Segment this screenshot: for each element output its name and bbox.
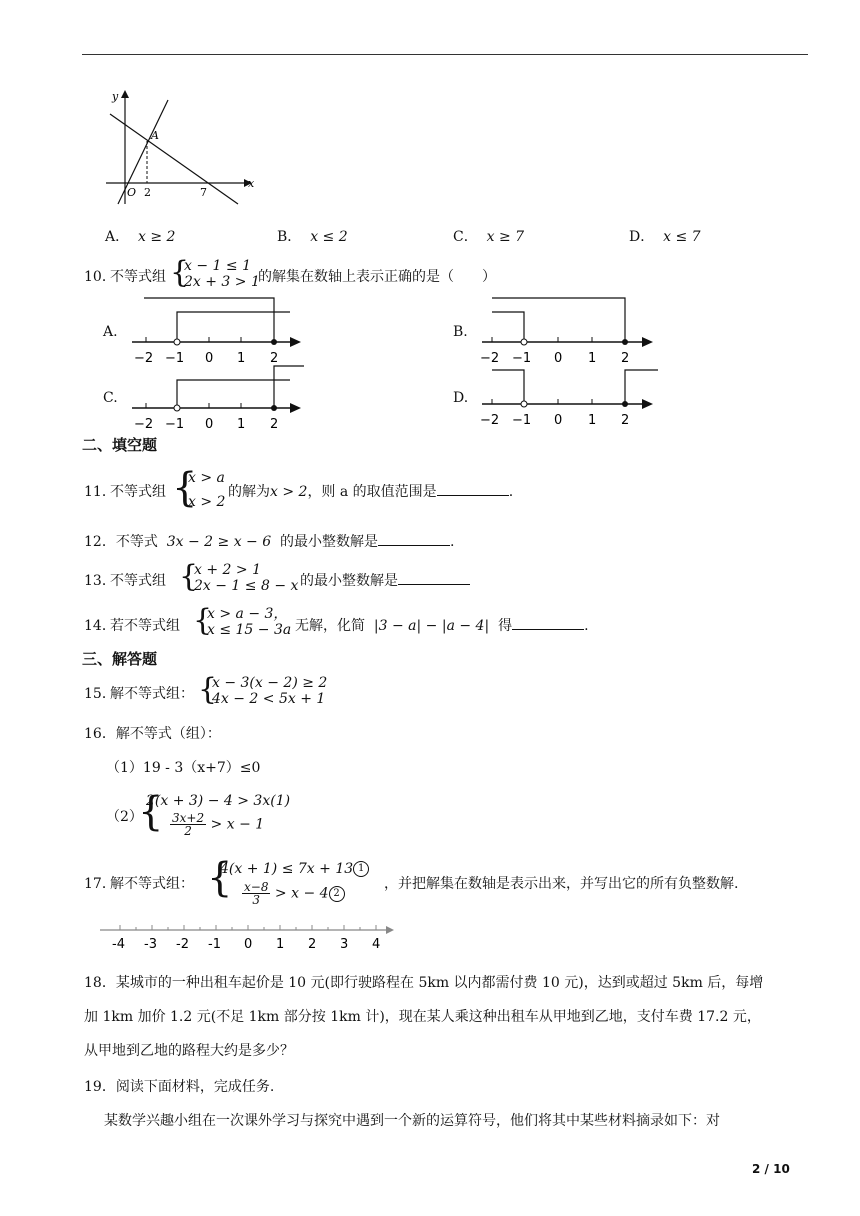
svg-text:0: 0 (205, 417, 214, 432)
q9-option-c: C． x ≥ 7 (453, 229, 525, 245)
q13-prefix: 不等式组 (110, 573, 166, 589)
q17-fraction: $\frac{x-8}{3}$ (244, 880, 269, 907)
q10-option-c-letter: C. (103, 390, 118, 406)
q10-system: x − 1 ≤ 1 2x + 3 > 1 (184, 258, 260, 290)
q17-num: 17． (84, 876, 116, 892)
svg-text:−1: −1 (512, 413, 532, 428)
svg-text:0: 0 (554, 413, 563, 428)
q10-numberline-d (478, 362, 660, 438)
svg-text:4: 4 (372, 937, 381, 952)
svg-text:-1: -1 (208, 937, 221, 952)
q16-system: 2(x + 3) − 4 > 3x(1) $\frac{3x+2}{2}$ > x − 1 (146, 793, 291, 838)
q18-line3: 从甲地到乙地的路程大约是多少？ (84, 1043, 294, 1059)
q11-brace: { (172, 465, 198, 511)
q9-option-d: D． x ≤ 7 (629, 229, 701, 245)
svg-text:0: 0 (554, 351, 563, 366)
svg-text:−2: −2 (480, 351, 500, 366)
q10-option-a-letter: A. (103, 324, 118, 340)
q11-rest: 的解为x > 2，则 a 的取值范围是 . (228, 481, 513, 501)
q14-num: 14． (84, 618, 116, 634)
q11-system: x > a x > 2 (188, 470, 226, 510)
svg-text:2: 2 (270, 417, 279, 432)
x-axis-label: x (248, 177, 255, 190)
tick-2-label: 2 (144, 186, 151, 199)
svg-text:−2: −2 (134, 417, 154, 432)
q10-option-b-letter: B. (453, 324, 468, 340)
q16-part1: （1）19 - 3（x+7）≤0 (106, 760, 261, 776)
q14-prefix: 若不等式组 (110, 618, 180, 634)
q14-rest: 无解，化简 |3 − a| − |a − 4| 得 . (295, 615, 589, 635)
svg-text:2: 2 (621, 351, 630, 366)
svg-text:1: 1 (237, 417, 246, 432)
svg-text:−1: −1 (165, 417, 185, 432)
svg-text:-4: -4 (112, 937, 125, 952)
tick-7-label: 7 (200, 186, 207, 199)
svg-text:-2: -2 (176, 937, 189, 952)
q10-brace: { (170, 255, 190, 290)
q10-prefix: 不等式组 (110, 269, 166, 285)
q16-brace: { (138, 789, 164, 835)
svg-text:2: 2 (270, 351, 279, 366)
svg-text:3: 3 (340, 937, 349, 952)
q18-line2: 加 1km 加价 1.2 元(不足 1km 部分按 1km 计)，现在某人乘这种出租车从甲地到乙地，支付车费 17.2 元， (84, 1009, 761, 1025)
q14-brace: { (193, 603, 213, 638)
q17-system: 4(x + 1) ≤ 7x + 13 1 $\frac{x-8}{3}$ > x − 4 2 (220, 857, 369, 906)
section-2-heading: 二、填空题 (82, 436, 158, 454)
q15-num: 15． (84, 686, 116, 702)
svg-text:−2: −2 (480, 413, 500, 428)
q19-line1: 19．阅读下面材料，完成任务. (84, 1079, 275, 1095)
q10-num: 10． (84, 269, 116, 285)
q18-line1: 18．某城市的一种出租车起价是 10 元(即行驶路程在 5km 以内都需付费 10 元)，达到或超过 5km 后，每增 (84, 975, 764, 991)
svg-text:-3: -3 (144, 937, 157, 952)
svg-text:1: 1 (276, 937, 285, 952)
q15-prefix: 解不等式组： (110, 686, 194, 702)
y-axis-label: y (112, 90, 119, 103)
svg-text:−2: −2 (134, 351, 154, 366)
section-3-heading: 三、解答题 (82, 650, 158, 668)
svg-text:1: 1 (588, 413, 597, 428)
svg-text:2: 2 (308, 937, 317, 952)
q13-answer-blank[interactable] (398, 570, 470, 585)
q15-system: x − 3(x − 2) ≥ 2 4x − 2 < 5x + 1 (212, 675, 328, 707)
svg-text:1: 1 (588, 351, 597, 366)
point-a-label: A (151, 129, 159, 142)
page-number: 2 / 10 (752, 1162, 790, 1176)
q17-numberline (98, 922, 398, 952)
q13-system: x + 2 > 1 2x − 1 ≤ 8 − x (194, 562, 299, 594)
q10-numberline-c (128, 362, 308, 438)
q13-brace: { (179, 559, 199, 594)
q11-answer-blank[interactable] (437, 481, 509, 496)
q17-prefix: 解不等式组： (110, 876, 194, 892)
q17-brace: { (207, 855, 233, 901)
svg-text:−1: −1 (165, 351, 185, 366)
q13-num: 13． (84, 573, 116, 589)
q9-option-b: B． x ≤ 2 (277, 229, 348, 245)
q12-line: 12．不等式 3x − 2 ≥ x − 6 的最小整数解是 . (84, 531, 455, 551)
q14-answer-blank[interactable] (512, 615, 584, 630)
q9-option-a: A． x ≥ 2 (105, 229, 176, 245)
q11-num: 11． (84, 484, 116, 500)
q10-option-d-letter: D. (453, 390, 469, 406)
q14-system: x > a − 3， x ≤ 15 − 3a (207, 606, 292, 638)
q15-brace: { (198, 672, 218, 707)
svg-text:0: 0 (244, 937, 253, 952)
svg-text:−1: −1 (512, 351, 532, 366)
q10-suffix: 的解集在数轴上表示正确的是（ ） (258, 269, 496, 285)
svg-text:0: 0 (205, 351, 214, 366)
q16-fraction: $\frac{3x+2}{2}$ (172, 811, 205, 838)
header-rule (82, 54, 808, 55)
q9-graph (98, 86, 258, 208)
q16-part2-label: （2） (106, 809, 143, 825)
svg-text:2: 2 (621, 413, 630, 428)
q19-line2: 某数学兴趣小组在一次课外学习与探究中遇到一个新的运算符号，他们将其中某些材料摘录如下：对 (104, 1113, 720, 1129)
svg-text:1: 1 (237, 351, 246, 366)
q11-prefix: 不等式组 (110, 484, 166, 500)
q12-answer-blank[interactable] (378, 531, 450, 546)
origin-label: O (127, 186, 137, 199)
q17-suffix: ，并把解集在数轴是表示出来，并写出它的所有负整数解. (384, 876, 739, 892)
q13-rest: 的最小整数解是 (300, 570, 470, 590)
q16-title: 16．解不等式（组）： (84, 726, 221, 742)
